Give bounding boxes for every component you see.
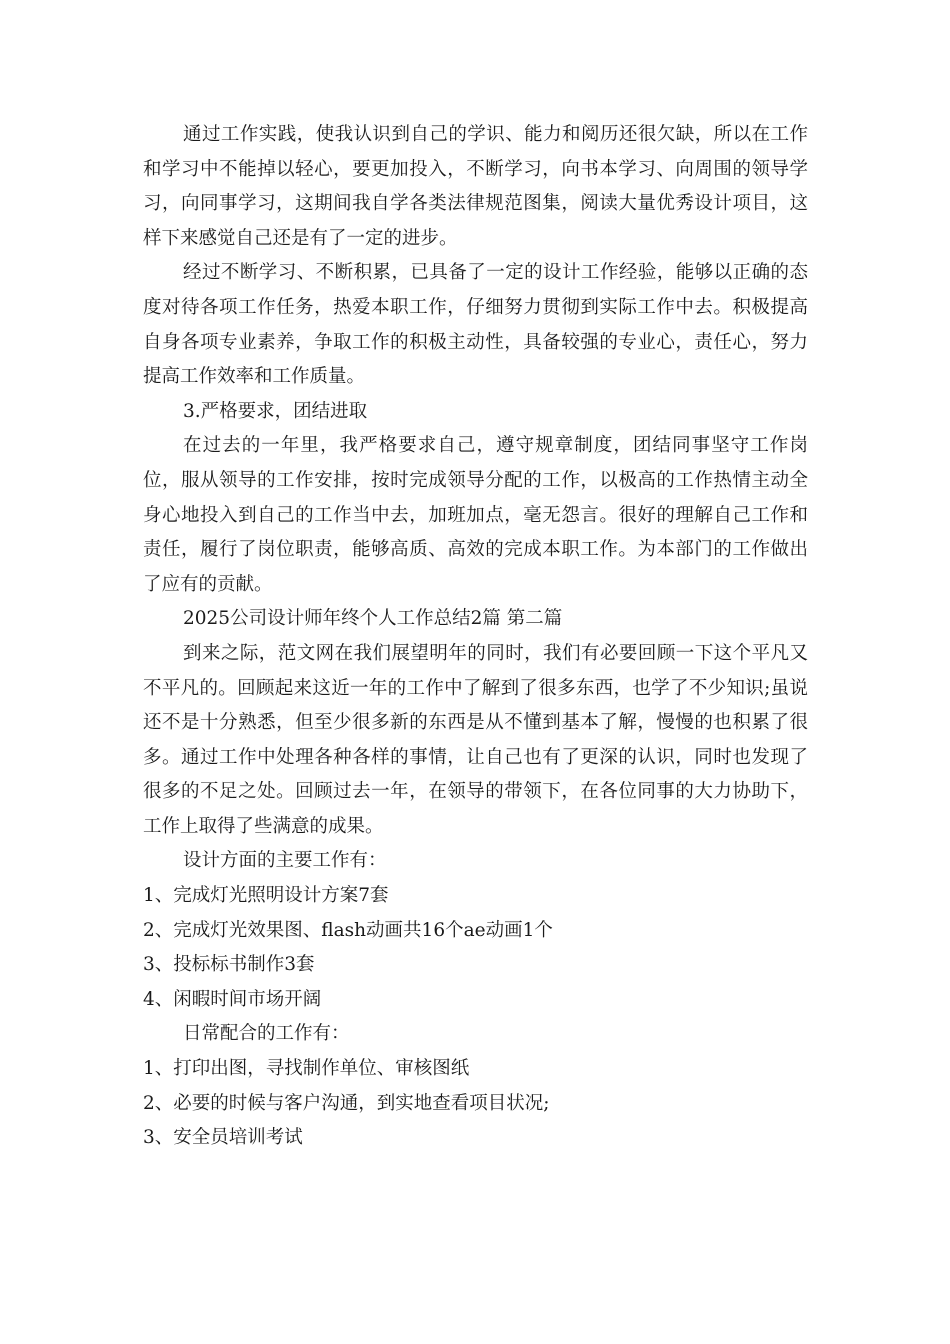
list-item: 1、打印出图，寻找制作单位、审核图纸: [143, 1058, 470, 1080]
list-item: 3、安全员培训考试: [143, 1127, 303, 1149]
section-heading-strict-requirements: 3.严格要求，团结进取: [183, 400, 368, 422]
paragraph-past-year: 在过去的一年里，我严格要求自己，遵守规章制度，团结同事坚守工作岗位，服从领导的工作安排，按时完成领导分配的工作，以极高的工作热情主动全身心地投入到自己的工作当中去，加班加点，毫无怨言。很好的理解自己工作和责任，履行了岗位职责，能够高质、高效的完成本职工作。为本部门的工作做出了应有的贡献。: [143, 435, 808, 595]
article-title-second: 2025公司设计师年终个人工作总结2篇 第二篇: [183, 608, 563, 630]
paragraph-work-practice: 通过工作实践，使我认识到自己的学识、能力和阅历还很欠缺，所以在工作和学习中不能掉以轻心，要更加投入，不断学习，向书本学习、向周围的领导学习，向同事学习，这期间我自学各类法律规范图集，阅读大量优秀设计项目，这样下来感觉自己还是有了一定的进步。: [143, 124, 808, 249]
document-body: [143, 118, 808, 1156]
list-item: 4、闲暇时间市场开阔: [143, 988, 322, 1010]
list-item: 2、必要的时候与客户沟通，到实地查看项目状况;: [143, 1092, 550, 1114]
list-heading-daily-work: 日常配合的工作有：: [183, 1023, 350, 1045]
paragraph-continuous-learning: 经过不断学习、不断积累，已具备了一定的设计工作经验，能够以正确的态度对待各项工作任务，热爱本职工作，仔细努力贯彻到实际工作中去。积极提高自身各项专业素养，争取工作的积极主动性，具备较强的专业心，责任心，努力提高工作效率和工作质量。: [143, 262, 808, 388]
list-item: 3、投标标书制作3套: [143, 954, 315, 976]
paragraph-review: 到来之际，范文网在我们展望明年的同时，我们有必要回顾一下这个平凡又不平凡的。回顾起来这近一年的工作中了解到了很多东西，也学了不少知识;虽说还不是十分熟悉，但至少很多新的东西是从不懂到基本了解，慢慢的也积累了很多。通过工作中处理各种各样的事情，让自己也有了更深的认识，同时也发现了很多的不足之处。回顾过去一年，在领导的带领下，在各位同事的大力协助下，工作上取得了些满意的成果。: [143, 642, 808, 837]
list-item: 2、完成灯光效果图、flash动画共16个ae动画1个: [143, 919, 553, 941]
list-heading-design-work: 设计方面的主要工作有：: [183, 850, 387, 872]
list-item: 1、完成灯光照明设计方案7套: [143, 885, 389, 907]
